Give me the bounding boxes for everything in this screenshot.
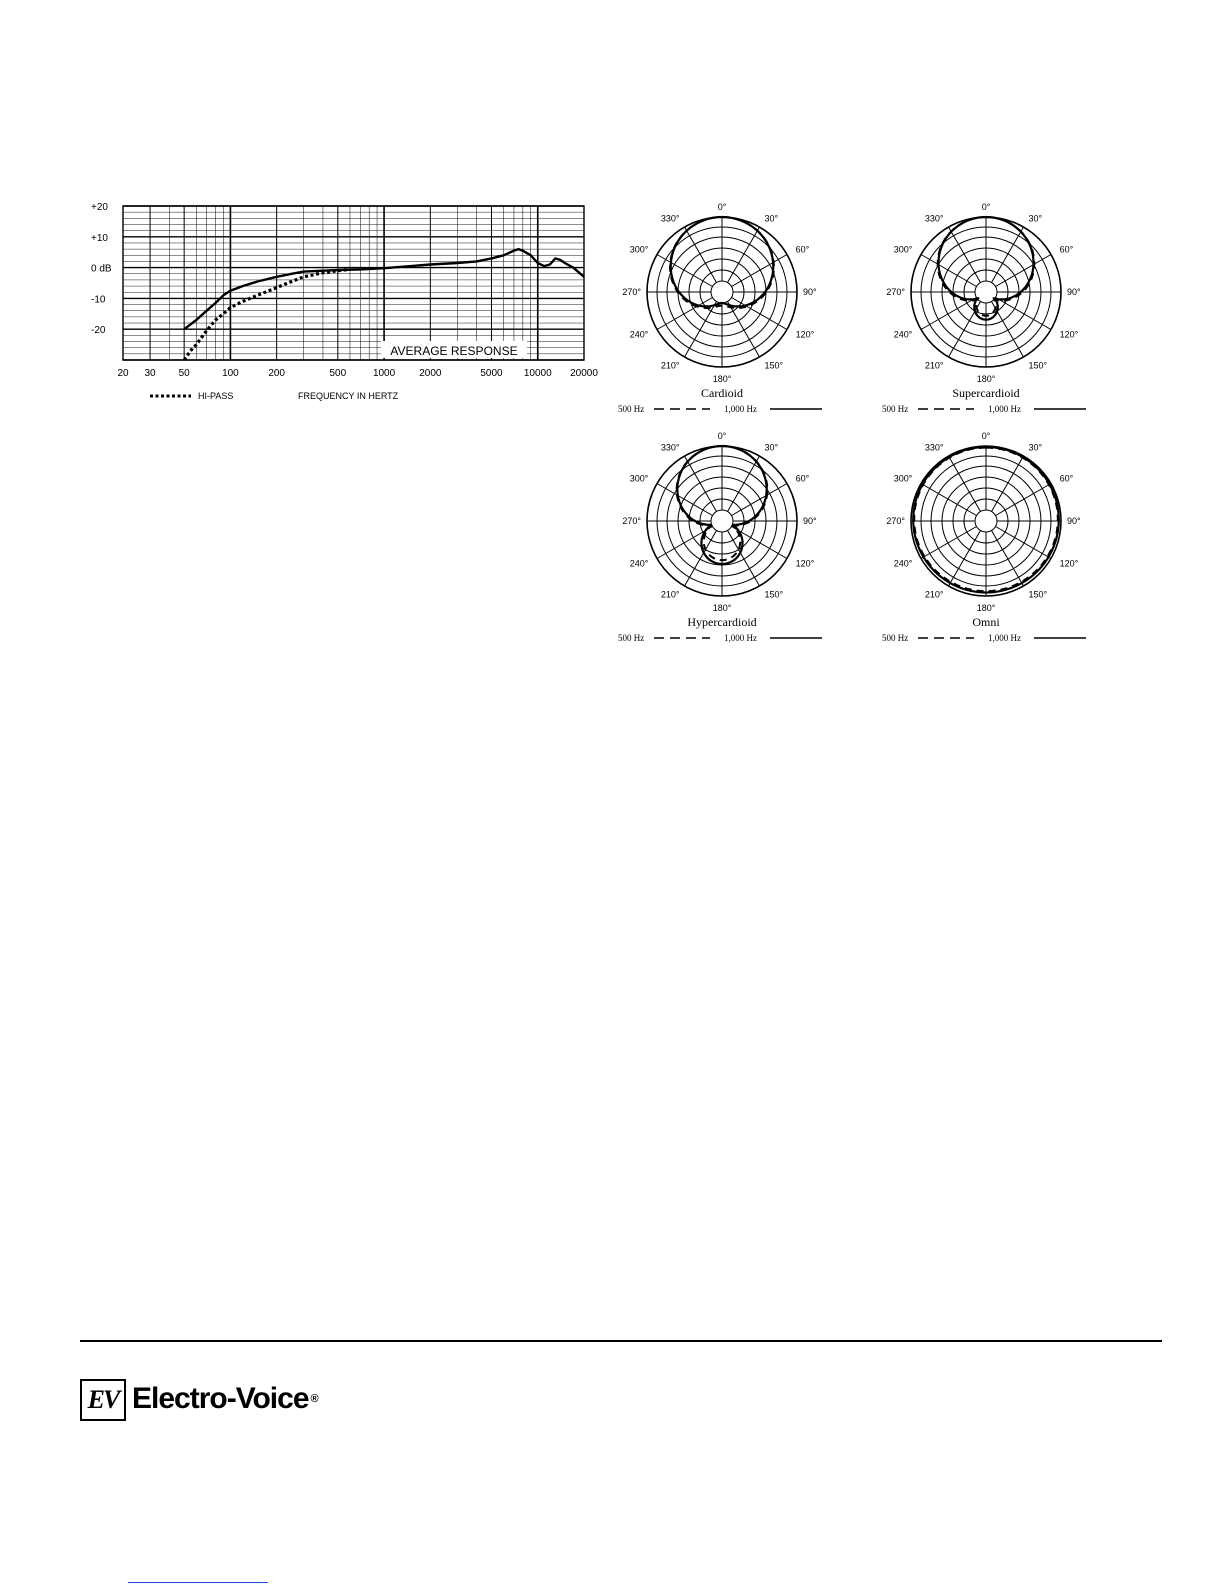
x-tick-label: 20000 bbox=[570, 368, 598, 379]
link-underline bbox=[128, 1582, 268, 1583]
polar-title: Omni bbox=[972, 615, 1000, 629]
polar-angle-label: 180° bbox=[712, 603, 732, 613]
logo-word-text: Electro-Voice bbox=[132, 1382, 309, 1415]
x-tick-label: 20 bbox=[117, 368, 129, 379]
legend-1000hz-label: 1,000 Hz bbox=[988, 633, 1021, 643]
legend-hipass-label: HI-PASS bbox=[198, 391, 234, 401]
x-tick-label: 50 bbox=[178, 368, 190, 379]
polar-angle-label: 60° bbox=[1059, 473, 1074, 484]
frequency-grid bbox=[123, 206, 584, 360]
polar-title: Hypercardioid bbox=[687, 615, 757, 629]
polar-spoke bbox=[732, 255, 787, 287]
polar-angle-label: 300° bbox=[629, 473, 649, 484]
polar-angle-label: 30° bbox=[1028, 213, 1043, 224]
x-axis-label: FREQUENCY IN HERTZ bbox=[298, 391, 399, 401]
footer-divider bbox=[80, 1340, 1162, 1342]
polar-spoke bbox=[921, 255, 976, 287]
legend-500hz-label: 500 Hz bbox=[882, 633, 909, 643]
polar-angle-label: 30° bbox=[1028, 442, 1043, 453]
polar-angle-label: 120° bbox=[1059, 558, 1079, 569]
y-tick-label: +10 bbox=[91, 232, 108, 244]
polar-spoke bbox=[921, 484, 976, 516]
polar-angle-label: 150° bbox=[764, 589, 784, 600]
frequency-response-chart bbox=[88, 198, 598, 404]
polar-angle-label: 90° bbox=[1067, 287, 1081, 297]
polar-angle-label: 120° bbox=[795, 558, 815, 569]
polar-title: Supercardioid bbox=[952, 386, 1020, 400]
polar-angle-label: 180° bbox=[976, 374, 996, 384]
polar-angle-label: 330° bbox=[660, 442, 680, 453]
polar-spoke bbox=[992, 531, 1024, 586]
polar-spoke bbox=[992, 456, 1024, 511]
polar-angle-label: 240° bbox=[629, 558, 649, 569]
polar-ring bbox=[711, 281, 733, 303]
polar-spoke bbox=[996, 255, 1051, 287]
polar-angle-label: 210° bbox=[660, 360, 680, 371]
polar-spoke bbox=[728, 302, 760, 357]
polar-spoke bbox=[657, 298, 712, 330]
x-tick-labels bbox=[117, 368, 598, 379]
polar-angle-label: 240° bbox=[893, 558, 913, 569]
polar-angle-label: 210° bbox=[924, 360, 944, 371]
polar-angle-label: 150° bbox=[764, 360, 784, 371]
polar-spoke bbox=[996, 298, 1051, 330]
y-tick-label: -20 bbox=[91, 325, 106, 337]
y-tick-label: +20 bbox=[91, 202, 108, 213]
polar-angle-label: 0° bbox=[981, 202, 991, 212]
polar-angle-label: 210° bbox=[924, 589, 944, 600]
x-tick-label: 30 bbox=[144, 368, 156, 379]
polar-angle-label: 210° bbox=[660, 589, 680, 600]
polar-spoke bbox=[685, 456, 717, 511]
legend-500hz-label: 500 Hz bbox=[618, 404, 645, 414]
polar-angle-label: 270° bbox=[622, 516, 641, 526]
x-tick-label: 2000 bbox=[419, 368, 442, 379]
polar-spoke bbox=[949, 531, 981, 586]
polar-chart-hypercardioid bbox=[612, 426, 832, 646]
polar-angle-label: 330° bbox=[660, 213, 680, 224]
polar-spoke bbox=[949, 227, 981, 282]
polar-spoke bbox=[996, 527, 1051, 559]
polar-angle-label: 0° bbox=[717, 431, 727, 441]
polar-angle-label: 330° bbox=[924, 213, 944, 224]
polar-angle-label: 0° bbox=[717, 202, 727, 212]
polar-angle-label: 270° bbox=[622, 287, 641, 297]
polar-angle-label: 180° bbox=[976, 603, 996, 613]
polar-angle-label: 60° bbox=[795, 473, 810, 484]
polar-angle-label: 270° bbox=[886, 287, 905, 297]
polar-angle-label: 180° bbox=[712, 374, 732, 384]
x-tick-label: 1000 bbox=[372, 368, 396, 379]
polar-ring bbox=[975, 510, 997, 532]
legend-500hz-label: 500 Hz bbox=[882, 404, 909, 414]
polar-angle-label: 60° bbox=[795, 244, 810, 255]
plot-frame bbox=[123, 206, 584, 360]
ev-logo-wordmark bbox=[132, 1381, 318, 1417]
polar-spoke bbox=[949, 456, 981, 511]
polar-angle-label: 300° bbox=[893, 244, 913, 255]
x-tick-label: 10000 bbox=[523, 368, 552, 379]
legend-1000hz-label: 1,000 Hz bbox=[724, 633, 757, 643]
polar-angle-label: 0° bbox=[981, 431, 991, 441]
polar-spoke bbox=[992, 227, 1024, 282]
y-tick-label: 0 dB bbox=[91, 263, 112, 275]
polar-chart-cardioid bbox=[612, 197, 832, 417]
ev-logo-mark: EV bbox=[80, 1379, 126, 1421]
x-tick-label: 100 bbox=[222, 368, 239, 379]
polar-spoke bbox=[728, 531, 760, 586]
polar-angle-label: 120° bbox=[1059, 329, 1079, 340]
polar-spoke bbox=[949, 302, 981, 357]
polar-angle-label: 60° bbox=[1059, 244, 1074, 255]
polar-angle-label: 90° bbox=[803, 287, 817, 297]
polar-angle-label: 30° bbox=[764, 213, 779, 224]
polar-title: Cardioid bbox=[701, 386, 743, 400]
x-tick-label: 500 bbox=[329, 368, 347, 379]
legend-1000hz-label: 1,000 Hz bbox=[988, 404, 1021, 414]
polar-angle-label: 90° bbox=[1067, 516, 1081, 526]
polar-angle-label: 30° bbox=[764, 442, 779, 453]
polar-angle-label: 150° bbox=[1028, 589, 1048, 600]
polar-spoke bbox=[996, 484, 1051, 516]
polar-angle-label: 240° bbox=[893, 329, 913, 340]
polar-angle-label: 270° bbox=[886, 516, 905, 526]
average-response-annotation: AVERAGE RESPONSE bbox=[390, 344, 518, 358]
polar-angle-label: 300° bbox=[893, 473, 913, 484]
registered-mark: ® bbox=[310, 1393, 318, 1405]
polar-angle-label: 300° bbox=[629, 244, 649, 255]
polar-spoke bbox=[992, 302, 1024, 357]
y-tick-labels bbox=[91, 202, 112, 336]
polar-spoke bbox=[728, 456, 760, 511]
legend-500hz-label: 500 Hz bbox=[618, 633, 645, 643]
polar-ring bbox=[711, 510, 733, 532]
x-tick-label: 200 bbox=[268, 368, 286, 379]
polar-angle-label: 90° bbox=[803, 516, 817, 526]
polar-spoke bbox=[921, 527, 976, 559]
polar-angle-label: 120° bbox=[795, 329, 815, 340]
polar-angle-label: 240° bbox=[629, 329, 649, 340]
polar-spoke bbox=[732, 298, 787, 330]
y-tick-label: -10 bbox=[91, 294, 106, 306]
polar-angle-label: 150° bbox=[1028, 360, 1048, 371]
polar-chart-supercardioid bbox=[876, 197, 1096, 417]
polar-spoke bbox=[685, 227, 717, 282]
legend-1000hz-label: 1,000 Hz bbox=[724, 404, 757, 414]
polar-spoke bbox=[921, 298, 976, 330]
polar-chart-omni bbox=[876, 426, 1096, 646]
polar-angle-label: 330° bbox=[924, 442, 944, 453]
polar-spoke bbox=[728, 227, 760, 282]
polar-spoke bbox=[657, 255, 712, 287]
polar-spoke bbox=[685, 531, 717, 586]
series-hipass-line bbox=[184, 269, 350, 360]
x-tick-label: 5000 bbox=[480, 368, 503, 379]
polar-spoke bbox=[685, 302, 717, 357]
